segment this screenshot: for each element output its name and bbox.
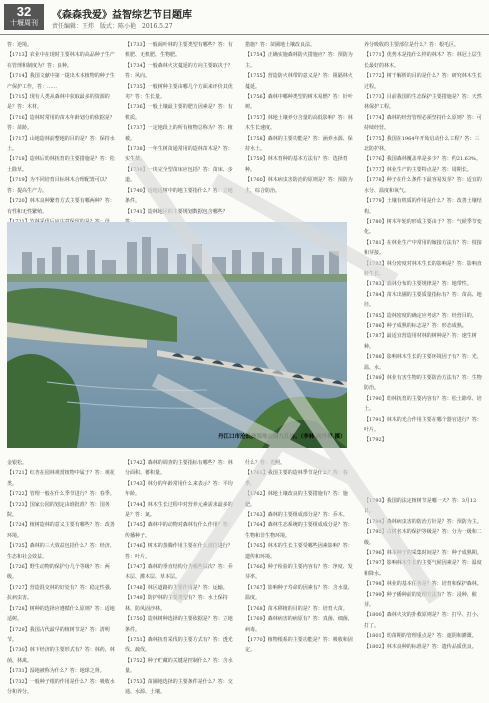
qa-item: 【1715】现有人类从森林中获取最多的资源的是？答：木材。	[7, 94, 110, 111]
qa-item: 【1767】影响种子寿命的因素有？答：含水量、温度。	[245, 584, 353, 602]
qa-item: 【1727】营造混交林的好处有？答：稳定性强、抗病虫害。	[7, 584, 115, 602]
page-number-badge	[4, 4, 44, 30]
qa-item: 【1736】一般土壤最主要的肥力因素是？答：有机质。	[125, 104, 233, 121]
qa-item: 什么？答：光照。	[245, 460, 286, 466]
qa-item: 【1766】种子检验的主要内容有？答：净度、发芽率。	[245, 564, 353, 581]
photo-caption: 丹江口市沧浪洲湿地公园九孔桥。（李林 向丹梅 摄）	[218, 434, 346, 440]
qa-item: 【1771】优势木是指什么样的林木？答：林冠上层生长最好的林木。	[364, 52, 482, 69]
qa-item: 【1778】种子在什么条件下最容易发芽？答：适宜的水分、温度和氧气。	[364, 177, 482, 194]
page-header	[0, 0, 489, 35]
qa-item: 【1720】林木良种繁育方式主要有哪两种？答：有性和无性繁殖。	[7, 198, 115, 215]
qa-item: 【1802】林木良种的标准是？答：遗传品质优良。	[364, 643, 477, 650]
qa-item: 【1800】森林火灾的扑救原则是？答：打早、打小、打了。	[364, 612, 482, 629]
qa-item: 【1770】植物根系的主要功能是？答：吸收和固定。	[245, 636, 353, 654]
qa-list	[364, 40, 482, 446]
qa-item: 【1740】适地适树中的地主要指什么？答：立地条件。	[125, 187, 233, 205]
qa-item: 【1716】造林时常用的苗木年龄划分的依据是？答：苗龄。	[7, 114, 115, 132]
qa-item: 【1799】种子播种前的处理方法有？答：浸种、催芽。	[364, 591, 477, 609]
qa-item: 【1748】林区道路的主要作用是？答：运输。	[125, 584, 228, 591]
qa-item: 【1745】森林中的动物对森林有什么作用？答：传播种子。	[125, 522, 233, 539]
qa-item: 【1747】森林的垂直结构分为哪些层次？答：乔木层、灌木层、草本层。	[125, 564, 233, 581]
qa-item: 【1725】森林的三大效益包括什么？答：经济、生态和社会效益。	[7, 543, 115, 560]
qa-item: 【1756】森林中哪种类型的树木易燃？答：针叶树。	[245, 94, 353, 111]
qa-item: 【1732】一般种子根的作用是什么？答：吸收水分和养分。	[7, 678, 115, 695]
qa-item: 【1754】正确实施森林防火措施应？答：预防为主。	[245, 52, 353, 69]
qa-item: 【1724】植树造林的意义主要有哪些？答：改善环境。	[7, 522, 115, 539]
qa-item: 【1739】一块完全型苗床应包括？答：苗床、步道。	[125, 166, 233, 184]
qa-item: 养分吸收的主要部位是什么？答：根毛区。	[364, 42, 460, 48]
qa-item: 【1772】树干解析的目的是什么？答：研究林木生长过程。	[364, 73, 482, 90]
qa-item: 【1749】防护林的主要类型有？答：水土保持林、防风固沙林。	[125, 595, 228, 612]
qa-item: 【1790】幼林抚育的主要内容有？答：松土除草、培土。	[364, 395, 482, 413]
qa-item: 【1793】我国的法定植树节是哪一天？答：3月12日。	[364, 498, 477, 515]
qa-list	[125, 458, 235, 697]
qa-item: 【1733】一般阔叶林的主要类型有哪些？答：有机肥、无机肥、生物肥。	[125, 42, 233, 59]
qa-item: 【1775】我国在1964年开始启动什么工程？答：三北防护林。	[364, 135, 480, 153]
qa-item: 【1764】森林生态系统的主要组成成分是？答：生物和非生物环境。	[245, 522, 353, 539]
qa-item: 【1796】林木种子的采集时间是？答：种子成熟期。	[364, 550, 482, 557]
qa-item: 【1738】一年生树苗通常用的造林苗木是？答：实生苗。	[125, 146, 233, 163]
column-1-top	[7, 40, 115, 218]
qa-item: 【1798】林业的基本任务是？答：培育和保护森林。	[364, 581, 482, 588]
qa-item: 【1729】我国古代最早的植树节是？答：清明节。	[7, 626, 110, 643]
qa-item: 【1781】在林业生产中常用的嫁接方法有？答：枝接和芽接。	[364, 239, 482, 257]
qa-item: 【1797】影响林木生长的主要气候因素是？答：温度和降水。	[364, 560, 482, 577]
landscape-illustration	[7, 222, 347, 448]
qa-item: 【1765】林木的生长主要受哪些因素影响？答：遗传和环境。	[245, 543, 353, 560]
qa-item: 【1731】湿地被称为什么？答：地球之肾。	[7, 668, 105, 675]
qa-item: 【1759】林木育种的基本方法有？答：选择育种。	[245, 156, 348, 173]
qa-item: 【1722】管理一般在什么季节进行？答：春季。	[7, 491, 115, 498]
qa-item: 【1713】农业中在现时主要林木的高品种子生产在管理和制度为？答：良种。	[7, 52, 115, 69]
qa-item: 【1742】森林的调查的主要指标有哪些？答：林分面积、蓄积量。	[125, 460, 233, 477]
qa-item: 【1779】土壤有机质的作用是什么？答：改善土壤结构。	[364, 198, 482, 215]
column-4-top	[364, 40, 482, 490]
column-4-bottom	[364, 496, 482, 698]
qa-item: 【1777】林业生产的主要特点是？答：周期长。	[364, 166, 472, 173]
qa-item: 【1735】一般树种主要由哪几个方面来评价其优劣？答：生长量。	[125, 83, 233, 101]
qa-item: 【1744】林木生长过程中对营养元素需求最多的是？答：氮。	[125, 501, 233, 519]
qa-list	[364, 496, 482, 652]
page-number: 32	[16, 4, 32, 19]
qa-item: 【1761】我国主要的造林季节是什么？答：春季。	[245, 470, 348, 487]
qa-item: 金银松。	[7, 460, 28, 466]
column-3-bottom	[245, 458, 355, 698]
column-2-top	[125, 40, 235, 218]
editor-credits: 责任编辑：王炜 版式：陈小艳 2016.5.27	[52, 23, 173, 30]
qa-item: 【1776】我国森林覆盖率是多少？答：约21.63%。	[364, 156, 481, 163]
column-3-top	[245, 40, 355, 218]
qa-item: 【1794】森林病虫害的防治方针是？答：预防为主。	[364, 518, 482, 525]
qa-item: 【1752】种子贮藏的关键是控制什么？答：含水量。	[125, 657, 233, 675]
qa-list	[7, 458, 115, 697]
qa-item: 【1734】一般森林火灾蔓延的方向主要取决于？答：风向。	[125, 62, 233, 80]
qa-item: 【1750】造林树种选择的主要依据是？答：立地条件。	[125, 616, 233, 633]
qa-list	[125, 40, 235, 227]
qa-item: 【1751】森林抚育采伐的主要方式有？答：透光伐、疏伐。	[125, 636, 233, 654]
qa-item: 【1783】森林分布的主要规律是？答：地带性。	[364, 281, 472, 288]
qa-item: 【1773】目前我国的生态保护主要措施是？答：天然林保护工程。	[364, 94, 482, 111]
qa-item: 【1789】林业有害生物的主要防治方法有？答：生物防治。	[364, 375, 482, 392]
qa-item: 【1758】森林的主要功能是？答：涵养水源、保持水土。	[245, 135, 353, 153]
qa-item: 【1791】林木的光合作用主要在哪个器官进行？答：叶片。	[364, 416, 482, 434]
qa-item: 【1786】种子成熟的标志是？答：形态成熟。	[364, 322, 467, 329]
qa-item: 【1728】树种的选择应遵循什么原则？答：适地适树。	[7, 605, 115, 623]
qa-item: 【1723】国家公园的划定由谁批准？答：国务院。	[7, 501, 110, 519]
qa-item: 【1787】最适宜营造用材林的树种是？答：速生树种。	[364, 333, 477, 350]
qa-item: 措施？答：苗圃地土壤改良法。	[245, 42, 316, 48]
qa-item: 【1760】林木病虫害防治的原则是？答：预防为主，综合防治。	[245, 177, 353, 194]
qa-item: 【1753】苗圃地选择的主要条件是什么？答：交通、水源、土壤。	[125, 678, 233, 695]
qa-item: 【1757】林地土壤养分含量的高低影响？答：林木生长速度。	[245, 114, 353, 132]
qa-item: 【1726】野生动物的保护分几个等级？答：两级。	[7, 564, 110, 581]
qa-item: 【1784】苗木出圃的主要质量指标有？答：苗高、地径。	[364, 291, 482, 309]
qa-item: 【1785】造林密度的确定应考虑？答：经营目的。	[364, 312, 477, 319]
qa-item: 【1719】为不同培育目标林木合理配置可以？答：提高生产力。	[7, 177, 110, 194]
title-text: 《森森我爱》益智综艺节目题库	[52, 10, 192, 21]
qa-list	[245, 40, 355, 196]
qa-item: 【1743】林分的年龄常用什么来表示？答：平均年龄。	[125, 480, 233, 498]
page-title	[52, 6, 192, 21]
column-2-bottom	[125, 458, 235, 698]
qa-item: 【1762】林地土壤改良的主要措施有？答：施肥。	[245, 491, 348, 508]
qa-item: 【1730】林下经济的主要形式有？答：林药、林菌、林禽。	[7, 647, 115, 664]
photo-bridge	[7, 222, 347, 448]
qa-item: 【1721】红杏在园林观赏植物中属于？答：观花类。	[7, 470, 115, 487]
qa-item: 【1717】山地造林前整地的目的是？答：保持水土。	[7, 135, 115, 153]
qa-item: 【1746】树木的蒸腾作用主要在什么部位进行？答：叶片。	[125, 543, 233, 560]
qa-item: 【1780】树木年轮的形成主要由于？答：气候季节变化。	[364, 218, 482, 236]
qa-item: 【1769】森林病害的病原有？答：真菌、细菌、病毒。	[245, 616, 353, 633]
qa-item: 【1774】森林的经营管理必须坚持什么原则？答：可持续经营。	[364, 114, 482, 132]
column-1-bottom	[7, 458, 115, 698]
qa-item: 【1782】林分密度对林木生长的影响是？答：影响直径生长。	[364, 260, 482, 277]
qa-item: 【1741】造林地区的主要规划数据包含哪些？	[125, 208, 228, 215]
qa-item: 【1768】苗木移植的目的是？答：培育大苗。	[245, 605, 348, 612]
qa-item: 【1795】古树名木的保护等级是？答：分为一级和二级。	[364, 529, 482, 546]
qa-item: 【1737】一定地段上的所有植物总称为？答：植被。	[125, 125, 233, 142]
qa-list	[245, 458, 355, 656]
qa-item: 答：逆境。	[7, 42, 33, 48]
qa-item: 【1755】营造防火林带的意义是？答：阻隔林火蔓延。	[245, 73, 353, 90]
qa-item: 【1801】幼苗期的管理重点是？答：遮阴和灌溉。	[364, 633, 477, 640]
qa-item: 【1788】影响林木生长的主要环境因子有？答：光、温、水。	[364, 354, 482, 371]
section-name: 十堰周刊	[10, 19, 38, 27]
qa-item: 【1763】森林的主要组成部分是？答：乔木。	[245, 512, 348, 519]
qa-item: 【1792】	[364, 437, 387, 444]
qa-item: 【1718】造林后幼林抚育的主要措施是？答：松土除草。	[7, 156, 115, 173]
qa-item: 【1714】我国文献中第一提出木本植物的种子生产保护工作，答：……	[7, 73, 115, 90]
